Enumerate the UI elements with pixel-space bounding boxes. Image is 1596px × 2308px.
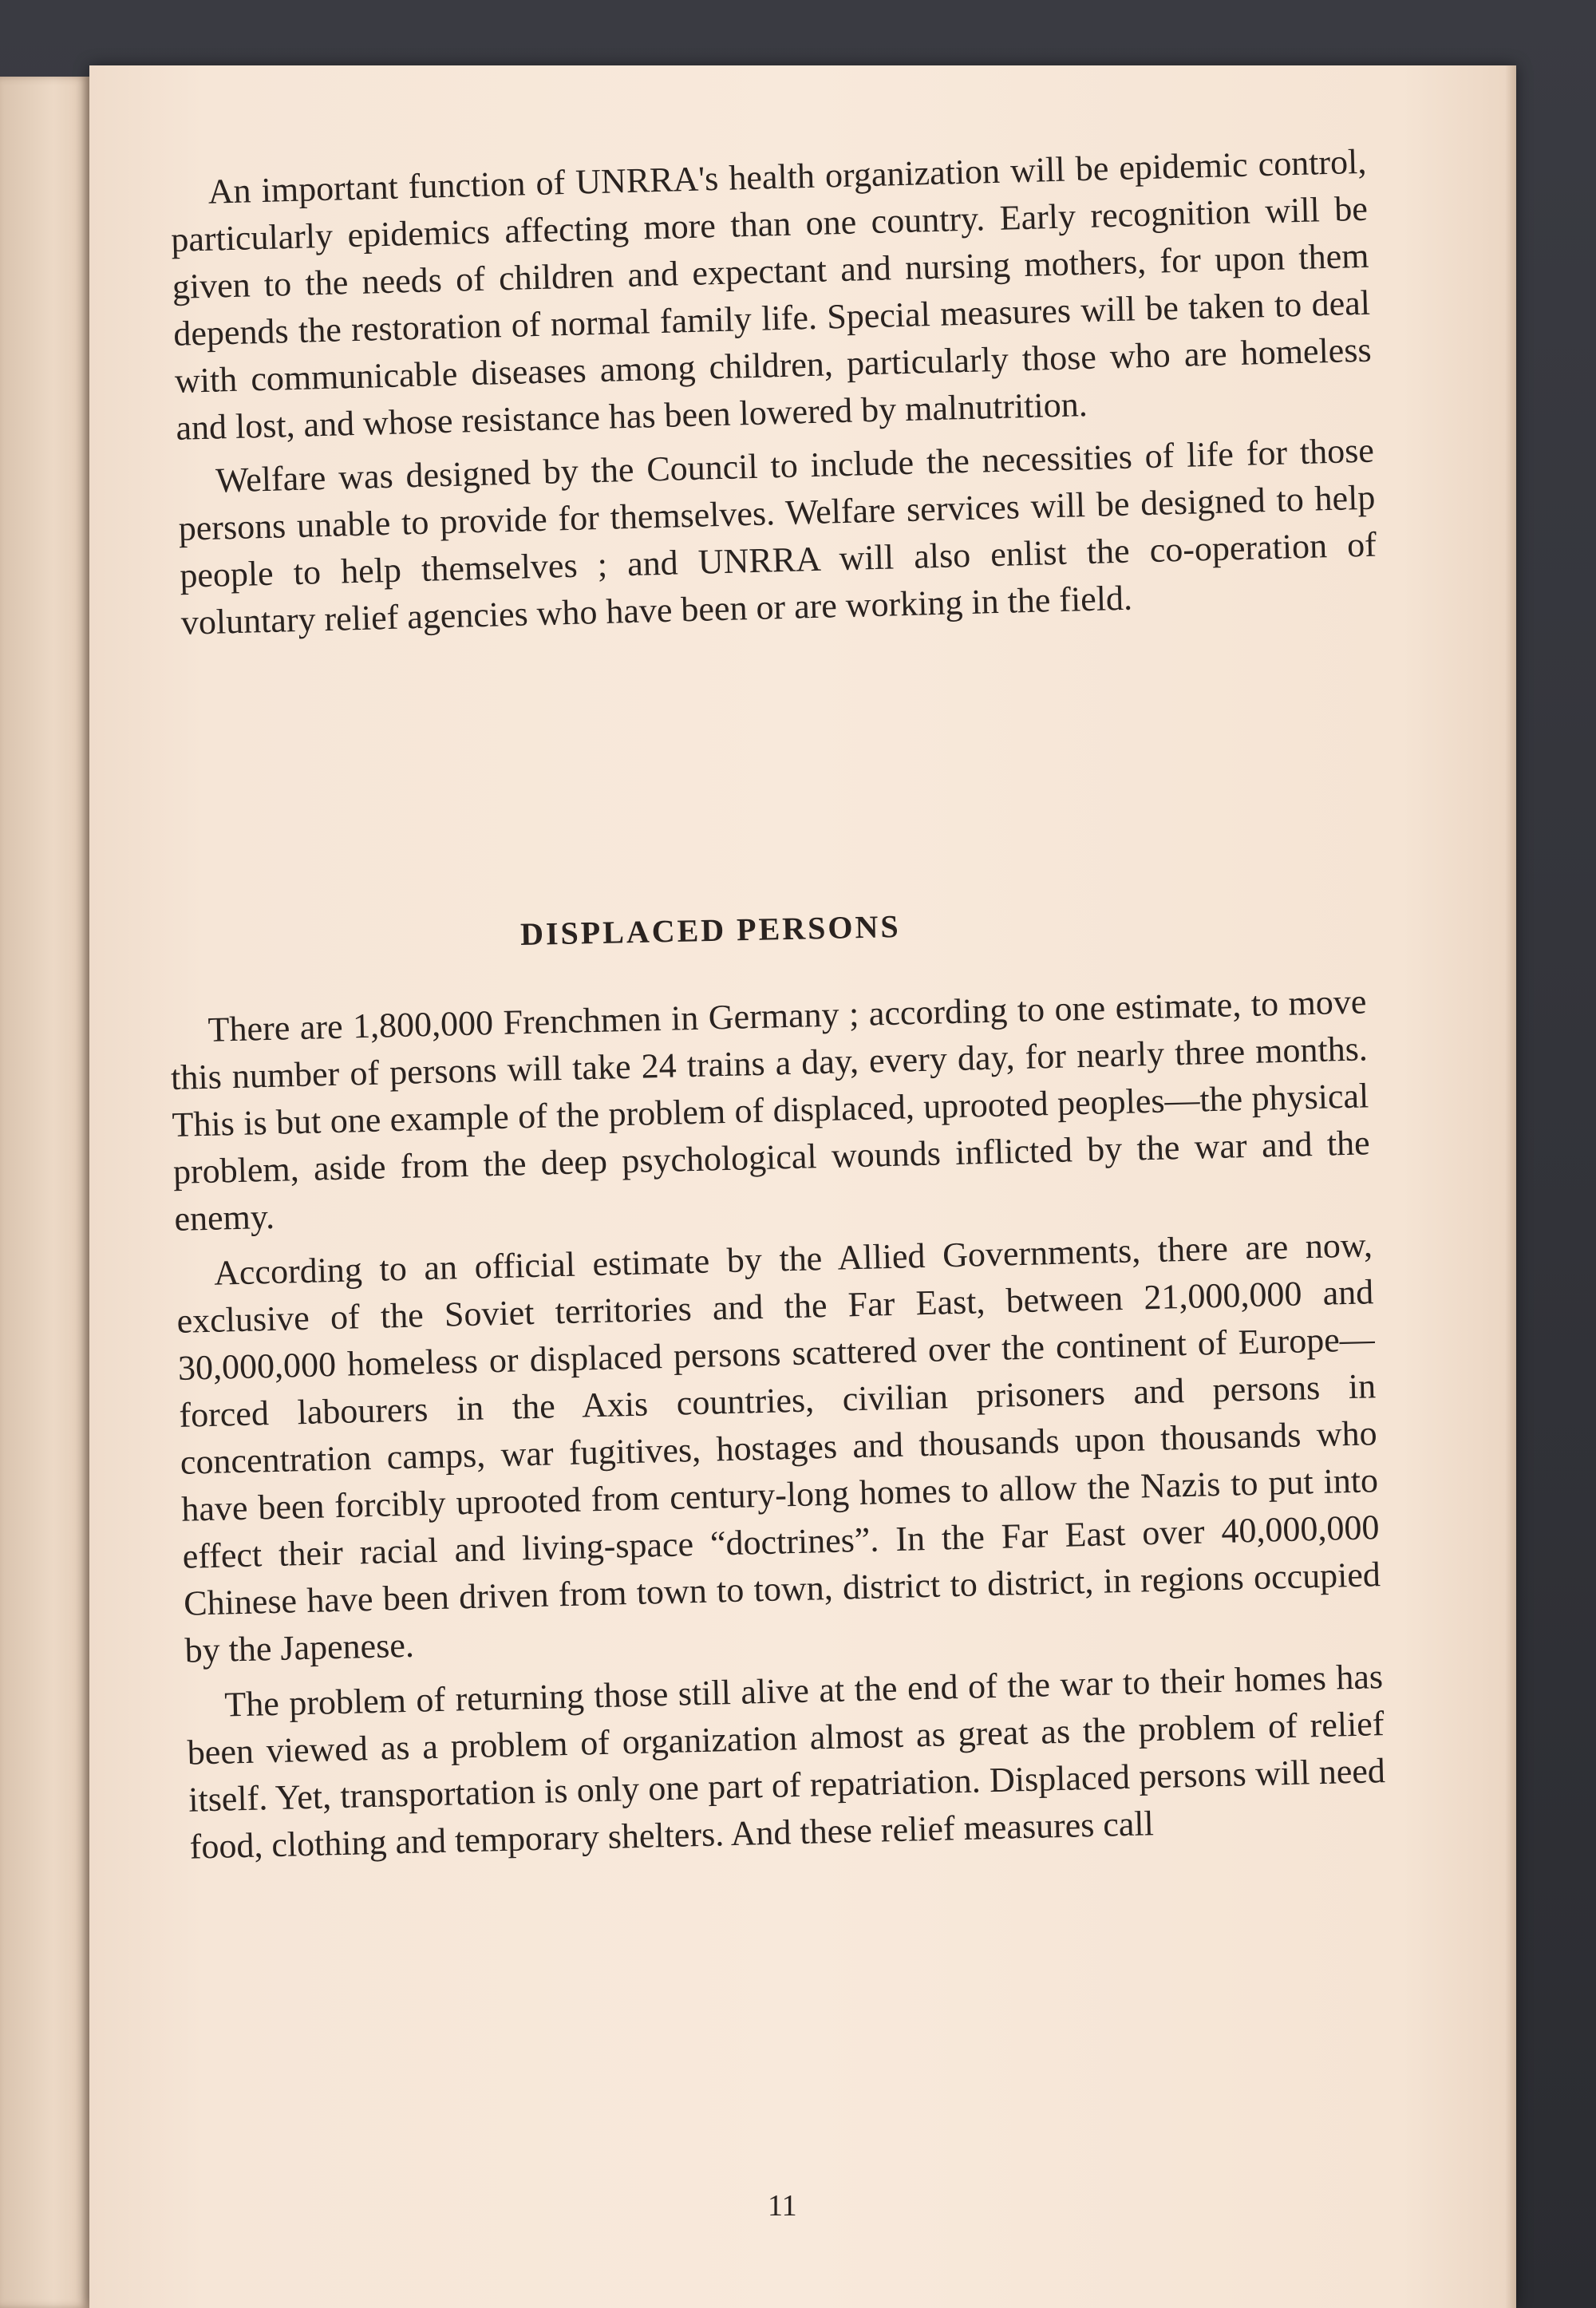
page-edge-shadow — [1505, 65, 1516, 2308]
facing-page-edge — [0, 77, 89, 2308]
page-number: 11 — [768, 2189, 797, 2223]
paragraph-health-organization: An important function of UNRRA's health organization will be epidemic control, particularly epidemics affecting more than one country. Early recognition will be given to the needs of children and expectant and nursing mothers, for upon them depends the restoration of normal family life. Special measures will be taken to deal with communicable diseases among children, particularly those who are homeless and lost, and whose resistance has been lowered by malnutrition. — [170, 141, 1373, 448]
paragraph-frenchmen-in-germany: There are 1,800,000 Frenchmen in Germany ; according to one estimate, to move this number of persons will take 24 trains a day, every day, for nearly three months. This is but one example of the problem of displaced, uprooted peoples—the physical problem, aside from the deep psychological wounds inflicted by the war and the enemy. — [170, 982, 1371, 1239]
book-page — [89, 65, 1516, 2308]
paragraph-official-estimate: According to an official estimate by the Allied Governments, there are now, exclusive of the Soviet territories and the Far East, between 21,000,000 and 30,000,000 homeless or displaced persons scattered over the continent of Europe—forced labourers in the Axis countries, civilian prisoners and persons in concentration camps, war fugitives, hostages and thousands upon thousands who have been forcibly uprooted from century-long homes to allow the Nazis to put into effect their racial and living-space “doctrines”. In the Far East over 40,000,000 Chinese have been driven from town to town, district to district, in regions occupied by the Japenese. — [176, 1225, 1381, 1670]
paragraph-welfare: Welfare was designed by the Council to include the necessities of life for those persons unable to provide for themselves. Welfare services will be designed to help people to help themselves ; and UNRRA will also enlist the co-operation of voluntary relief agencies who have been or are working in the field. — [178, 430, 1377, 642]
paragraph-repatriation-problem: The problem of returning those still alive at the end of the war to their homes has been viewed as a problem of organization almost as great as the problem of relief itself. Yet, transportation is only one part of repatriation. Displaced persons will need food, clothing and temporary shelters. And these relief measures call — [187, 1657, 1386, 1867]
bottom-text-block — [169, 978, 1387, 1870]
top-text-block — [169, 138, 1378, 646]
section-heading-displaced-persons: DISPLACED PERSONS — [519, 908, 902, 952]
